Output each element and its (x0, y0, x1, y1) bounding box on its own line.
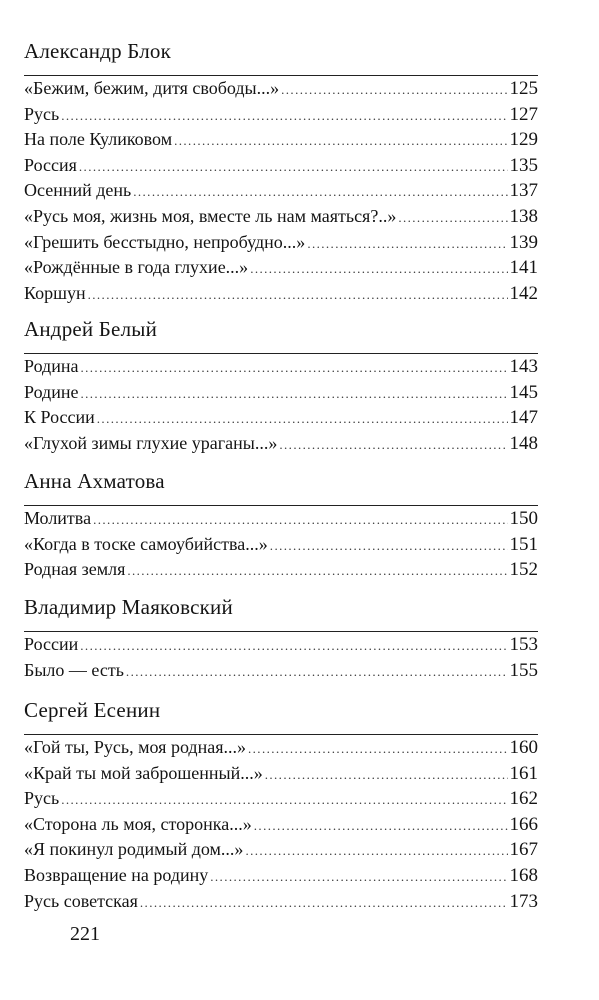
section-author: Андрей Белый (24, 317, 158, 341)
dot-leader (398, 205, 507, 231)
entry-title: Русь (24, 103, 60, 124)
entry-page-number: 167 (509, 839, 538, 861)
entry-page-number: 142 (509, 282, 538, 304)
dot-leader (126, 659, 508, 685)
dot-leader (88, 282, 508, 308)
dot-leader (307, 231, 507, 257)
toc-entry[interactable] (24, 506, 538, 532)
dot-leader (61, 103, 507, 129)
entry-title: Коршун (24, 282, 86, 303)
toc-entry[interactable] (24, 557, 538, 583)
entry-page-number: 155 (509, 659, 538, 681)
toc-entry[interactable] (24, 405, 538, 431)
toc-section (24, 468, 538, 583)
dot-leader (93, 507, 507, 533)
entry-page-number: 168 (509, 864, 538, 886)
dot-leader (270, 533, 508, 559)
dot-leader (80, 633, 507, 659)
entry-page-number: 166 (509, 813, 538, 835)
dot-leader (210, 864, 507, 890)
entry-title: Родная земля (24, 559, 126, 580)
section-author: Владимир Маяковский (24, 595, 233, 619)
entry-title: К России (24, 407, 95, 428)
toc-entry[interactable] (24, 863, 538, 889)
entry-title: Молитва (24, 508, 92, 528)
entry-title: «Глухой зимы глухие ураганы...» (24, 432, 278, 453)
toc-entry[interactable] (24, 230, 538, 256)
entry-page-number: 135 (509, 154, 538, 176)
entry-page-number: 153 (509, 634, 538, 655)
entry-list (24, 505, 538, 583)
entry-title: «Бежим, бежим, дитя свободы...» (24, 78, 280, 98)
dot-leader (174, 128, 507, 154)
toc-entry[interactable] (24, 204, 538, 230)
toc-entry[interactable] (24, 153, 538, 179)
entry-title: «Когда в тоске самоубийства...» (24, 533, 268, 554)
toc-entry[interactable] (24, 761, 538, 787)
entry-title: «Грешить бесстыдно, непробудно...» (24, 231, 306, 252)
toc-entry[interactable] (24, 102, 538, 128)
entry-title: Русь (24, 788, 60, 809)
toc-entry[interactable] (24, 431, 538, 457)
entry-title: «Рождённые в года глухие...» (24, 257, 249, 278)
entry-title: Родине (24, 381, 79, 402)
section-author: Анна Ахматова (24, 469, 165, 493)
dot-leader (97, 406, 508, 432)
toc-entry[interactable] (24, 281, 538, 307)
entry-title: Возвращение на родину (24, 864, 209, 885)
toc-section (24, 38, 538, 306)
entry-page-number: 150 (509, 508, 538, 529)
entry-title: «Гой ты, Русь, моя родная...» (24, 737, 246, 757)
entry-page-number: 147 (509, 407, 538, 429)
toc-entry[interactable] (24, 127, 538, 153)
entry-list (24, 734, 538, 914)
entry-title: «Край ты мой заброшенный...» (24, 762, 263, 783)
entry-title: На поле Куликовом (24, 129, 173, 150)
entry-page-number: 127 (509, 103, 538, 125)
entry-title: Россия (24, 154, 77, 175)
entry-page-number: 137 (509, 180, 538, 202)
dot-leader (281, 77, 507, 103)
toc-entry[interactable] (24, 786, 538, 812)
dot-leader (248, 736, 508, 762)
entry-title: «Сторона ль моя, сторонка...» (24, 813, 252, 834)
dot-leader (133, 179, 507, 205)
toc-entry[interactable] (24, 632, 538, 658)
entry-page-number: 148 (509, 432, 538, 454)
entry-page-number: 129 (509, 129, 538, 151)
toc-entry[interactable] (24, 178, 538, 204)
toc-entry[interactable] (24, 658, 538, 684)
dot-leader (80, 355, 507, 381)
entry-page-number: 145 (509, 381, 538, 403)
toc-section (24, 697, 538, 914)
entry-page-number: 143 (509, 356, 538, 377)
page-number: 221 (70, 923, 100, 945)
dot-leader (279, 432, 507, 458)
entry-page-number: 151 (509, 533, 538, 555)
entry-title: «Русь моя, жизнь моя, вместе ль нам маяться?..» (24, 205, 397, 226)
dot-leader (127, 558, 507, 584)
entry-list (24, 75, 538, 306)
entry-page-number: 125 (509, 78, 538, 99)
dot-leader (140, 890, 508, 916)
dot-leader (61, 787, 507, 813)
dot-leader (79, 154, 508, 180)
entry-page-number: 138 (509, 205, 538, 227)
section-author: Александр Блок (24, 39, 171, 63)
section-author: Сергей Есенин (24, 698, 161, 722)
toc-section (24, 594, 538, 683)
dot-leader (80, 381, 507, 407)
toc-entry[interactable] (24, 354, 538, 380)
dot-leader (254, 813, 508, 839)
dot-leader (265, 762, 508, 788)
entry-title: России (24, 634, 79, 654)
toc-entry[interactable] (24, 532, 538, 558)
entry-list (24, 353, 538, 456)
toc-entry[interactable] (24, 76, 538, 102)
toc-entry[interactable] (24, 380, 538, 406)
toc-section (24, 316, 538, 456)
dot-leader (250, 256, 507, 282)
entry-list (24, 631, 538, 683)
toc-entry[interactable] (24, 837, 538, 863)
entry-page-number: 152 (509, 559, 538, 581)
dot-leader (245, 838, 507, 864)
entry-title: Было — есть (24, 659, 124, 680)
entry-title: Осенний день (24, 180, 132, 201)
entry-page-number: 161 (509, 762, 538, 784)
entry-page-number: 173 (509, 890, 538, 912)
entry-page-number: 162 (509, 788, 538, 810)
toc-entry[interactable] (24, 812, 538, 838)
toc-entry[interactable] (24, 255, 538, 281)
entry-page-number: 141 (509, 257, 538, 279)
toc-entry[interactable] (24, 889, 538, 915)
toc-entry[interactable] (24, 735, 538, 761)
entry-title: Русь советская (24, 890, 138, 911)
entry-title: Родина (24, 356, 79, 376)
entry-title: «Я покинул родимый дом...» (24, 839, 244, 860)
entry-page-number: 160 (509, 737, 538, 758)
entry-page-number: 139 (509, 231, 538, 253)
